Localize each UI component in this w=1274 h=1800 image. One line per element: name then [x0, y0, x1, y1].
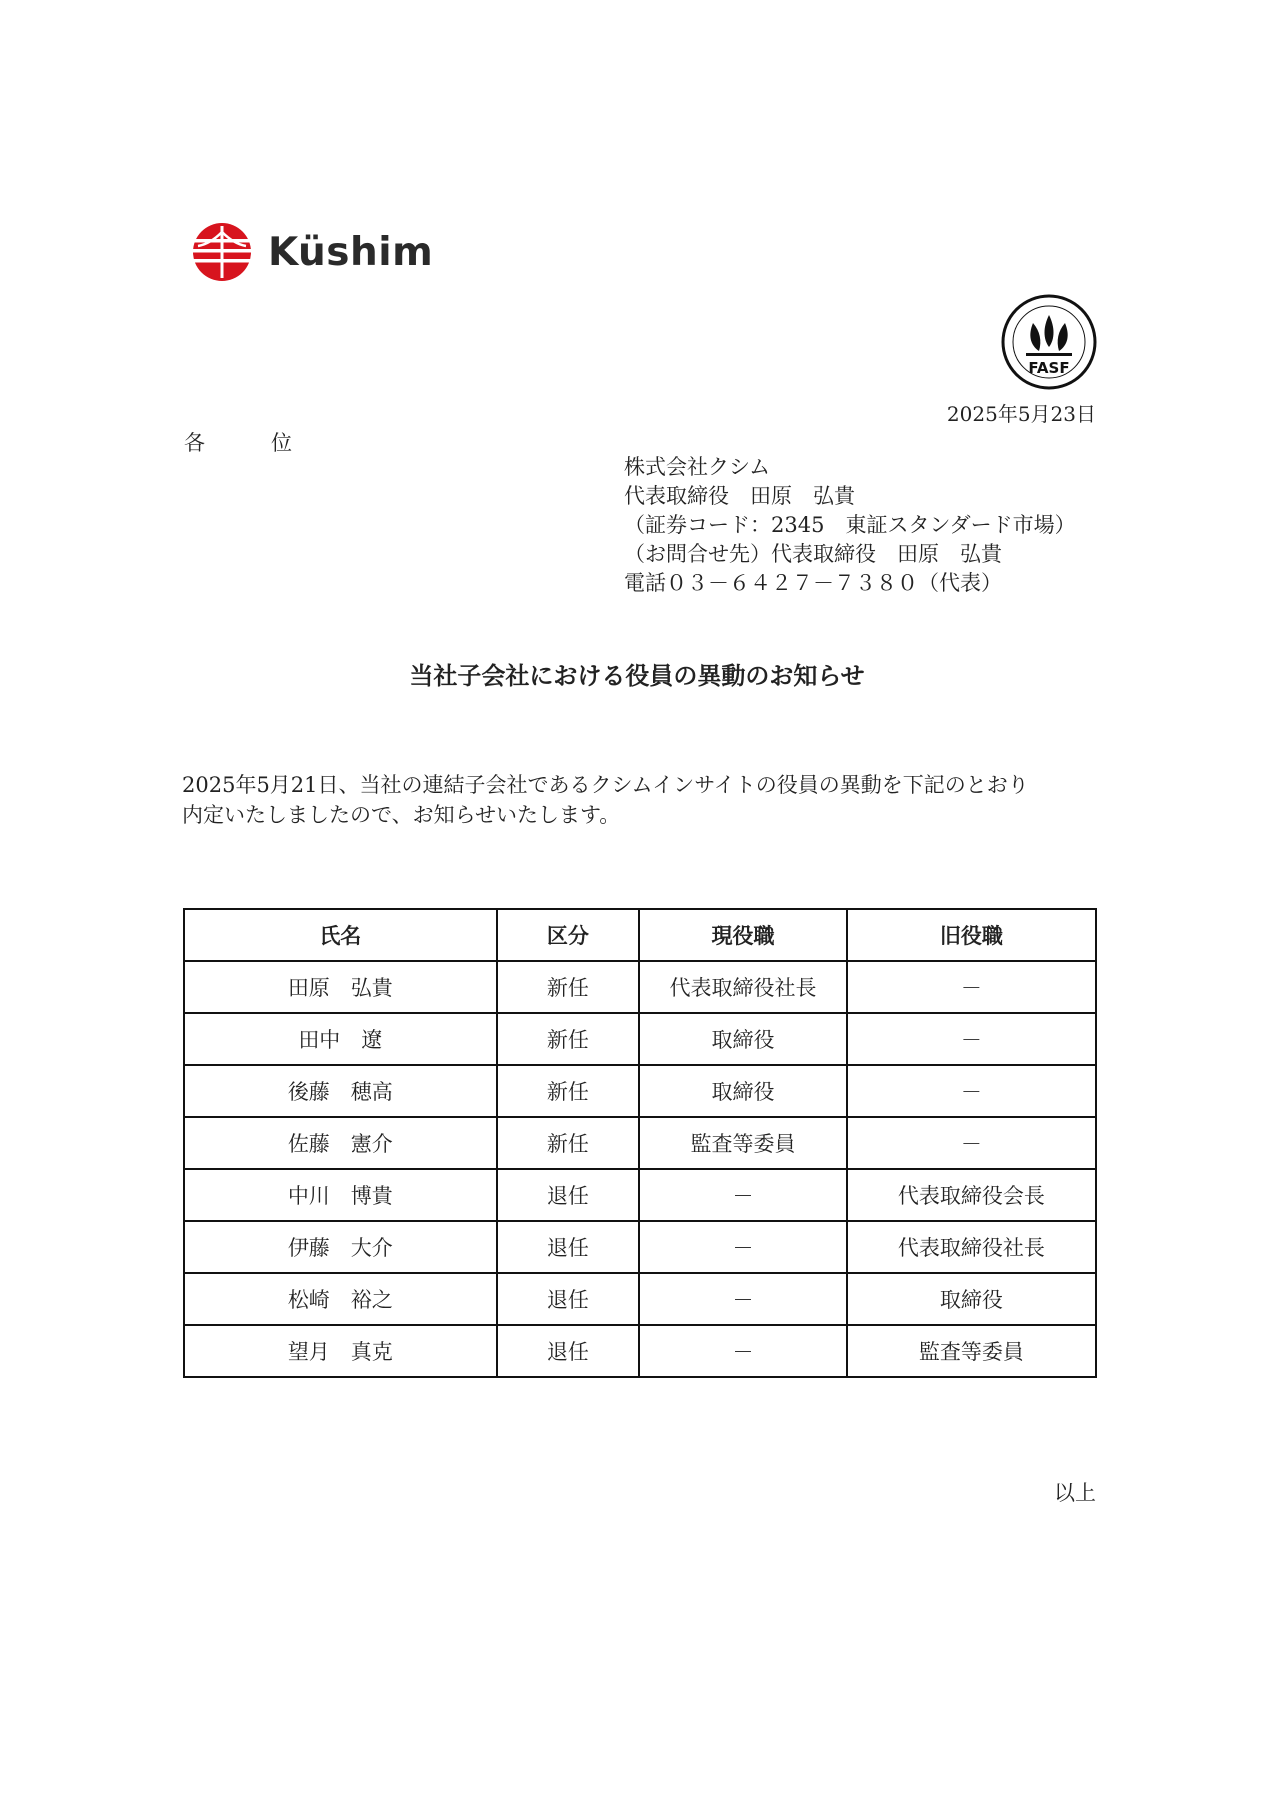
cell-name: 松崎 裕之 [184, 1273, 497, 1325]
table-header-row [184, 909, 1096, 961]
cell-category: 退任 [497, 1221, 640, 1273]
cell-category: 新任 [497, 1117, 640, 1169]
cell-new-position: 取締役 [639, 1013, 847, 1065]
table-row [184, 1273, 1096, 1325]
cell-new-position: 代表取締役社長 [639, 961, 847, 1013]
fasf-seal [1000, 293, 1098, 391]
closing-remark: 以上 [1054, 1481, 1096, 1505]
document-date: 2025年5月23日 [946, 402, 1096, 426]
header-former-position: 旧役職 [847, 909, 1096, 961]
cell-former-position: － [847, 1013, 1096, 1065]
cell-former-position: － [847, 961, 1096, 1013]
cell-new-position: 取締役 [639, 1065, 847, 1117]
cell-category: 退任 [497, 1169, 640, 1221]
header-name: 氏名 [184, 909, 497, 961]
cell-new-position: － [639, 1169, 847, 1221]
cell-former-position: 代表取締役会長 [847, 1169, 1096, 1221]
document-title: 当社子会社における役員の異動のお知らせ [409, 662, 865, 690]
sender-securities-code: （証券コード：2345 東証スタンダード市場） [624, 513, 1076, 537]
cell-name: 後藤 穂高 [184, 1065, 497, 1117]
table-row [184, 1013, 1096, 1065]
officer-changes-table [183, 908, 1097, 1378]
cell-former-position: － [847, 1117, 1096, 1169]
cell-category: 新任 [497, 961, 640, 1013]
recipient-part-2: 位 [271, 431, 294, 455]
fasf-seal-icon [1000, 293, 1098, 391]
seal-label: FASF [1028, 359, 1070, 377]
cell-name: 田中 遼 [184, 1013, 497, 1065]
sender-contact: （お問合せ先）代表取締役 田原 弘貴 [624, 542, 1002, 566]
header-category: 区分 [497, 909, 640, 961]
cell-former-position: 代表取締役社長 [847, 1221, 1096, 1273]
body-line-1: 2025年5月21日、当社の連結子会社であるクシムインサイトの役員の異動を下記のとおり [182, 773, 1029, 797]
cell-name: 伊藤 大介 [184, 1221, 497, 1273]
cell-former-position: 取締役 [847, 1273, 1096, 1325]
cell-name: 田原 弘貴 [184, 961, 497, 1013]
cell-former-position: － [847, 1065, 1096, 1117]
body-line-2: 内定いたしましたので、お知らせいたします。 [182, 803, 621, 827]
table-row [184, 1117, 1096, 1169]
table-row [184, 1221, 1096, 1273]
header-new-position: 現役職 [639, 909, 847, 961]
cell-name: 望月 真克 [184, 1325, 497, 1377]
cell-name: 中川 博貴 [184, 1169, 497, 1221]
cell-new-position: － [639, 1273, 847, 1325]
cell-category: 新任 [497, 1013, 640, 1065]
sender-representative: 代表取締役 田原 弘貴 [624, 484, 855, 508]
cell-new-position: － [639, 1221, 847, 1273]
cell-name: 佐藤 憲介 [184, 1117, 497, 1169]
cell-category: 退任 [497, 1273, 640, 1325]
table-row [184, 1065, 1096, 1117]
table-row [184, 961, 1096, 1013]
cell-category: 退任 [497, 1325, 640, 1377]
cell-new-position: － [639, 1325, 847, 1377]
table-row [184, 1325, 1096, 1377]
sender-company: 株式会社クシム [624, 455, 771, 479]
table-row [184, 1169, 1096, 1221]
cell-new-position: 監査等委員 [639, 1117, 847, 1169]
company-logo [192, 222, 452, 282]
cell-former-position: 監査等委員 [847, 1325, 1096, 1377]
company-logo-text: Küshim [268, 229, 434, 275]
recipient [184, 427, 294, 457]
sender-phone: 電話０３－６４２７－７３８０（代表） [624, 571, 1002, 595]
body-paragraph [182, 770, 1102, 830]
cell-category: 新任 [497, 1065, 640, 1117]
sender-block [624, 453, 1076, 598]
kushim-emblem-icon [192, 222, 252, 282]
recipient-part-1: 各 [184, 431, 207, 455]
